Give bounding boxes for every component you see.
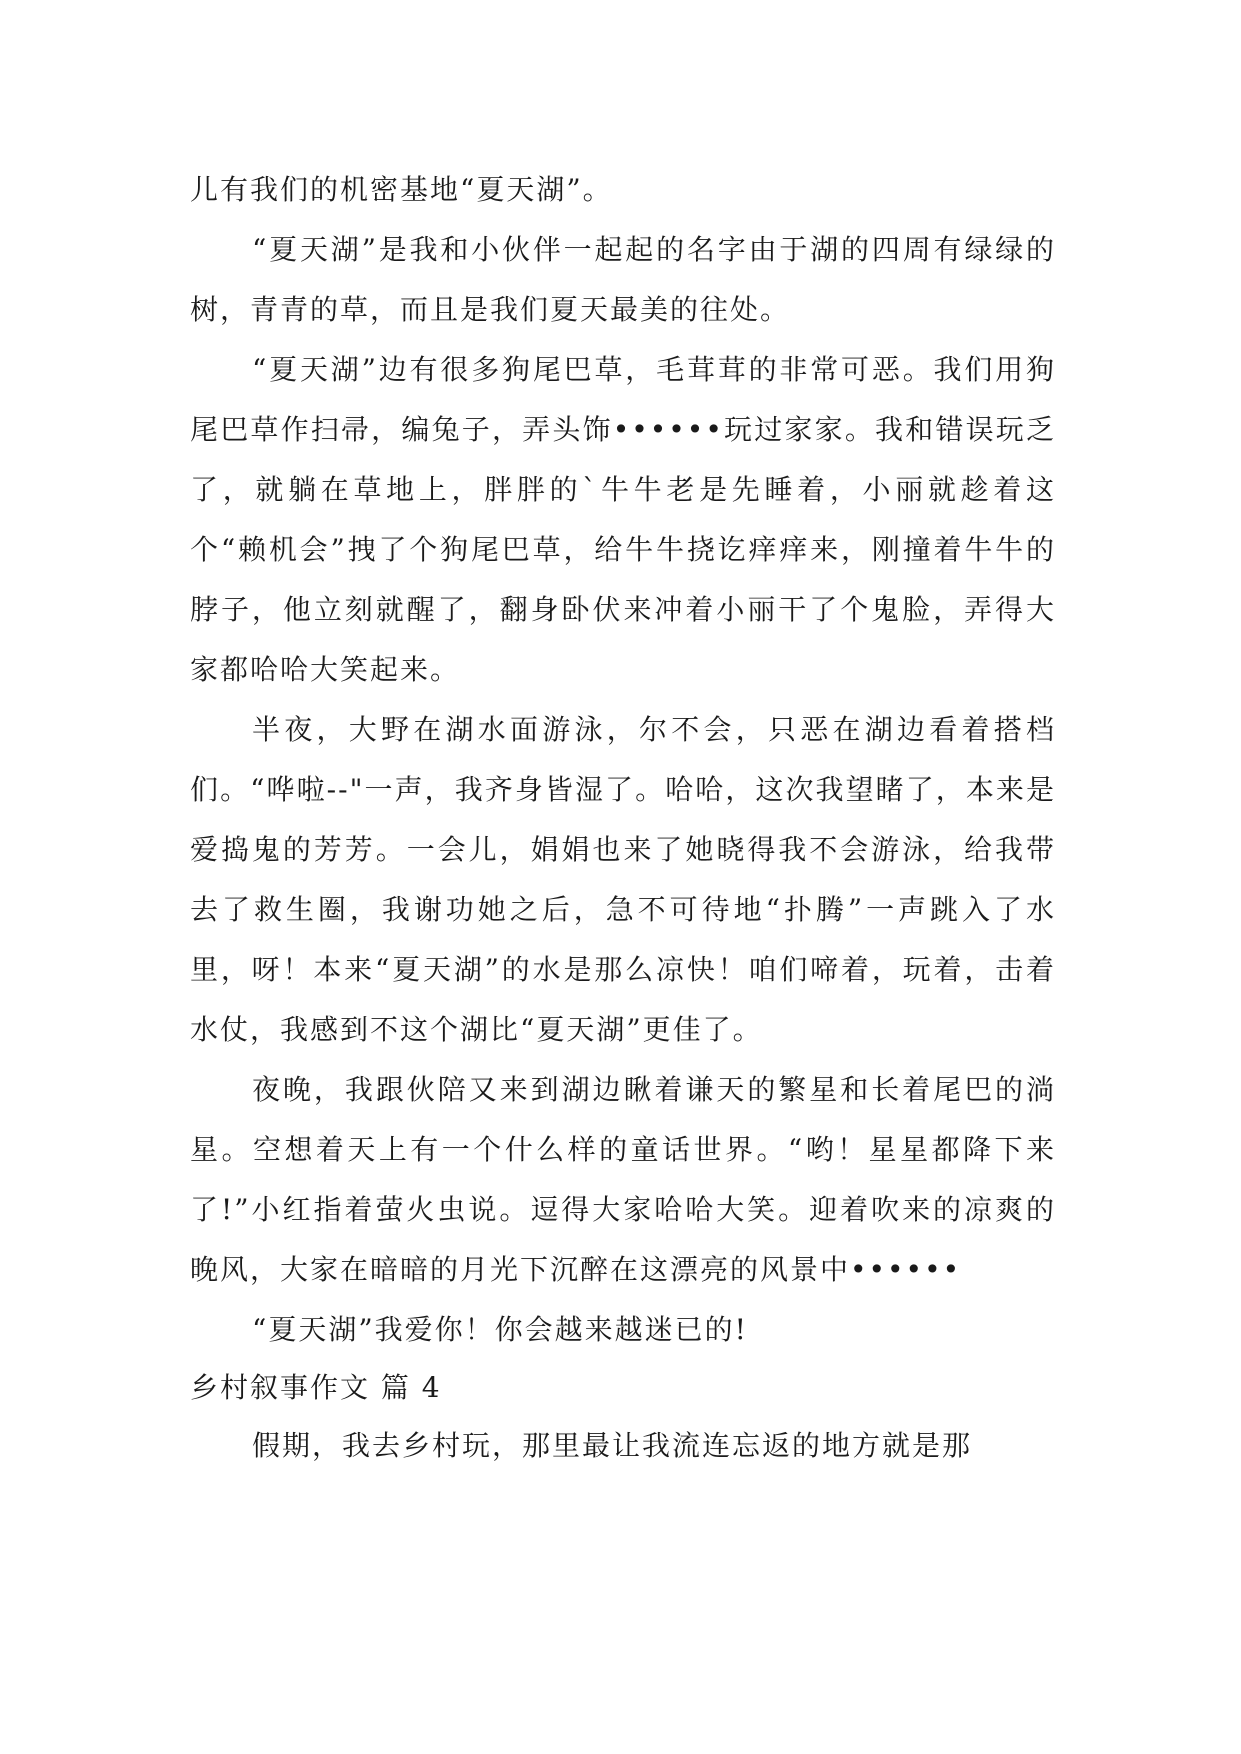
paragraph: “夏天湖”是我和小伙伴一起起的名字由于湖的四周有绿绿的树，青青的草，而且是我们夏天最美的往处。	[190, 233, 1056, 326]
paragraph: “夏天湖”我爱你！你会越来越迷已的!	[252, 1313, 748, 1346]
paragraph: 假期，我去乡村玩，那里最让我流连忘返的地方就是那	[252, 1429, 973, 1462]
paragraph: “夏天湖”边有很多狗尾巴草，毛茸茸的非常可恶。我们用狗尾巴草作扫帚，编兔子，弄头饰••••••玩过家家。我和错误玩乏了，就躺在草地上，胖胖的`牛牛老是先睡着，小丽就趁着这个“赖机会”拽了个狗尾巴草，给牛牛挠讫痒痒来，刚撞着牛牛的脖子，他立刻就醒了，翻身卧伏来冲着小丽干了个鬼脸，弄得大家都哈哈大笑起来。	[190, 353, 1056, 686]
section-heading: 乡村叙事作文 篇 4	[190, 1371, 442, 1404]
paragraph: 儿有我们的机密基地“夏天湖”。	[190, 173, 613, 206]
document-body	[190, 160, 1056, 1476]
paragraph: 夜晚，我跟伙陪又来到湖边瞅着谦天的繁星和长着尾巴的淌星。空想着天上有一个什么样的童话世界。“哟！星星都降下来了!”小红指着萤火虫说。逗得大家哈哈大笑。迎着吹来的凉爽的晚风，大家在暗暗的月光下沉醉在这漂亮的风景中••••••	[190, 1073, 1056, 1286]
paragraph: 半夜，大野在湖水面游泳，尔不会，只恶在湖边看着搭档们。“哗啦--"一声，我齐身皆湿了。哈哈，这次我望睹了，本来是爱捣鬼的芳芳。一会儿，娟娟也来了她晓得我不会游泳，给我带去了救生圈，我谢功她之后，急不可待地“扑腾”一声跳入了水里，呀！本来“夏天湖”的水是那么凉快！咱们啼着，玩着，击着水仗，我感到不这个湖比“夏天湖”更佳了。	[190, 713, 1056, 1046]
